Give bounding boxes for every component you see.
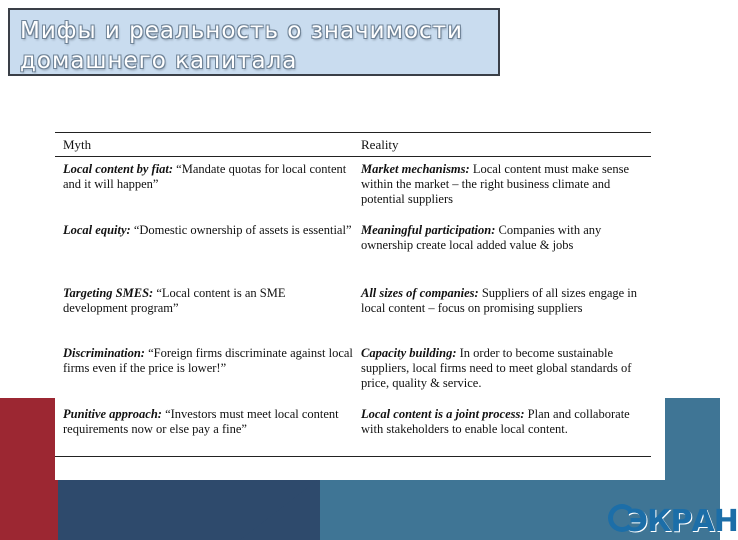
reality-term: Meaningful participation: bbox=[361, 223, 496, 237]
reality-term: Local content is a joint process: bbox=[361, 407, 525, 421]
slide-title-line-2: домашнего капитала bbox=[20, 48, 298, 74]
myth-term: Punitive approach: bbox=[63, 407, 162, 421]
decor-teal-block bbox=[664, 398, 720, 478]
ekran-logo bbox=[608, 500, 738, 540]
myth-text: “Local content is an SME development program” bbox=[63, 286, 286, 315]
myth-cell bbox=[63, 346, 353, 376]
myth-text: “Investors must meet local content requirements now or else pay a fine” bbox=[63, 407, 339, 436]
myth-term: Local content by fiat: bbox=[63, 162, 174, 176]
myth-reality-table bbox=[55, 124, 665, 480]
reality-text: In order to become sustainable suppliers, local firms need to meet global standards of price, quality & service. bbox=[361, 346, 632, 390]
reality-term: All sizes of companies: bbox=[361, 286, 479, 300]
myth-term: Local equity: bbox=[63, 223, 131, 237]
myth-text: “Mandate quotas for local content and it will happen” bbox=[63, 162, 347, 191]
reality-text: Companies with any ownership create local added value & jobs bbox=[361, 223, 602, 252]
myth-cell bbox=[63, 286, 353, 316]
reality-text: Suppliers of all sizes engage in local content – focus on promising suppliers bbox=[361, 286, 638, 315]
myth-text: “Foreign firms discriminate against local firms even if the price is lower!” bbox=[63, 346, 353, 375]
reality-text: Plan and collaborate with stakeholders to enable local content. bbox=[361, 407, 630, 436]
reality-cell bbox=[361, 162, 651, 207]
table-top-rule bbox=[55, 132, 651, 133]
myth-cell bbox=[63, 162, 353, 192]
table-header-rule bbox=[55, 156, 651, 157]
table-bottom-rule bbox=[55, 456, 651, 457]
reality-cell bbox=[361, 407, 651, 437]
myth-text: “Domestic ownership of assets is essential” bbox=[130, 223, 352, 237]
myth-term: Discrimination: bbox=[63, 346, 145, 360]
header-myth: Myth bbox=[63, 137, 92, 152]
reality-cell bbox=[361, 286, 651, 316]
myth-cell bbox=[63, 223, 353, 238]
decor-navy-wedge bbox=[240, 478, 320, 540]
myth-cell bbox=[63, 407, 353, 437]
reality-text: Local content must make sense within the market – the right business climate and potential suppliers bbox=[361, 162, 630, 206]
decor-red-triangle bbox=[0, 478, 58, 540]
reality-term: Capacity building: bbox=[361, 346, 457, 360]
header-reality: Reality bbox=[361, 137, 399, 152]
myth-term: Targeting SMES: bbox=[63, 286, 154, 300]
slide-title bbox=[8, 8, 500, 76]
logo-text: ЭКРАН bbox=[626, 504, 738, 539]
reality-cell bbox=[361, 346, 651, 391]
slide-title-line-1: Мифы и реальность о значимости bbox=[20, 18, 464, 44]
reality-term: Market mechanisms: bbox=[361, 162, 470, 176]
reality-cell bbox=[361, 223, 651, 253]
